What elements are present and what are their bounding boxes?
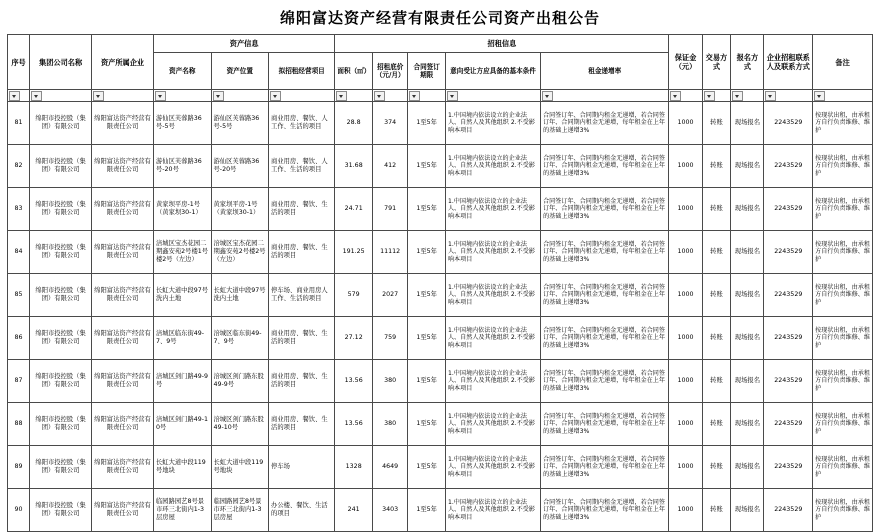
row-signup-method: 现场报名 — [731, 274, 764, 317]
row-base-price: 380 — [372, 403, 407, 446]
table-row — [8, 360, 873, 403]
filter-term[interactable] — [408, 90, 446, 102]
row-trade-method: 转账 — [702, 188, 731, 231]
table-row — [8, 231, 873, 274]
table-row — [8, 102, 873, 145]
row-group-company: 绵阳市投控股（集团）有限公司 — [30, 145, 92, 188]
header-rent-increase-rate: 租金递增率 — [541, 53, 669, 90]
filter-deposit[interactable] — [669, 90, 702, 102]
header-enterprise: 资产所属企业 — [92, 35, 154, 90]
row-asset-position: 黄家坝平房-1号（黄家坝30-1） — [211, 188, 269, 231]
chevron-down-icon[interactable] — [409, 91, 420, 101]
row-trade-method: 转账 — [702, 274, 731, 317]
row-business-project: 商业用房、餐饮、人工作、生活的项目 — [269, 102, 335, 145]
row-deposit: 1000 — [669, 489, 702, 532]
asset-rental-table — [7, 34, 873, 532]
row-area: 241 — [335, 489, 373, 532]
row-base-price: 380 — [372, 360, 407, 403]
row-rent-increase-rate: 合同签订年、合同期内租金无递增，若合同签订年、合同期内租金无递增，每年租金在上年的基础上递增3% — [541, 102, 669, 145]
row-area: 1328 — [335, 446, 373, 489]
chevron-down-icon[interactable] — [670, 91, 681, 101]
filter-asset-position[interactable] — [211, 90, 269, 102]
row-trade-method: 转账 — [702, 317, 731, 360]
row-remark: 按现状出租，由承租方自行负责维修、维护 — [813, 403, 873, 446]
row-base-price: 2027 — [372, 274, 407, 317]
row-signup-method: 现场报名 — [731, 446, 764, 489]
row-enterprise: 绵阳富达资产经营有限责任公司 — [92, 145, 154, 188]
row-trade-method: 转账 — [702, 489, 731, 532]
row-trade-method: 转账 — [702, 446, 731, 489]
row-business-project: 办公楼、餐饮、生活的项目 — [269, 489, 335, 532]
row-business-project: 停车场 — [269, 446, 335, 489]
row-signup-method: 现场报名 — [731, 145, 764, 188]
row-remark: 按现状出租，由承租方自行负责维修、维护 — [813, 489, 873, 532]
row-remark: 按现状出租，由承租方自行负责维修、维护 — [813, 360, 873, 403]
row-trade-method: 转账 — [702, 145, 731, 188]
row-trade-method: 转账 — [702, 360, 731, 403]
row-remark: 按现状出租，由承租方自行负责维修、维护 — [813, 188, 873, 231]
header-base-price: 招租底价（元/月） — [372, 53, 407, 90]
filter-rate[interactable] — [541, 90, 669, 102]
chevron-down-icon[interactable] — [732, 91, 743, 101]
row-rent-increase-rate: 合同签订年、合同期内租金无递增，若合同签订年、合同期内租金无递增，每年租金在上年的基础上递增3% — [541, 360, 669, 403]
row-asset-name: 涪城区临东街49-7、9号 — [153, 317, 211, 360]
row-asset-name: 涪城区宝杰花园二期鑫安苑2号楼1号楼2号（左边） — [153, 231, 211, 274]
filter-seq[interactable] — [8, 90, 30, 102]
row-basic-conditions: 1.中国境内依法设立的企业法人、自然人及其他组织 2.不受影响本项目 — [445, 360, 540, 403]
row-contact: 2243529 — [764, 403, 813, 446]
row-signup-method: 现场报名 — [731, 317, 764, 360]
header-asset-position: 资产位置 — [211, 53, 269, 90]
row-group-company: 绵阳市投控股（集团）有限公司 — [30, 188, 92, 231]
row-seq: 89 — [8, 446, 30, 489]
row-contract-term: 1至5年 — [408, 274, 446, 317]
row-base-price: 412 — [372, 145, 407, 188]
row-business-project: 停车场、商业用房人工作、生活的项目 — [269, 274, 335, 317]
chevron-down-icon[interactable] — [704, 91, 715, 101]
row-asset-name: 涪城区剑门路49-10号 — [153, 403, 211, 446]
row-contract-term: 1至5年 — [408, 446, 446, 489]
table-row — [8, 446, 873, 489]
row-enterprise: 绵阳富达资产经营有限责任公司 — [92, 102, 154, 145]
filter-signup[interactable] — [731, 90, 764, 102]
row-basic-conditions: 1.中国境内依法设立的企业法人、自然人及其他组织 2.不受影响本项目 — [445, 188, 540, 231]
row-asset-position: 临园路园艺8号景市环三北街内1-3层房屋 — [211, 489, 269, 532]
row-enterprise: 绵阳富达资产经营有限责任公司 — [92, 188, 154, 231]
chevron-down-icon[interactable] — [542, 91, 553, 101]
header-rental-info: 招租信息 — [335, 35, 669, 53]
filter-business[interactable] — [269, 90, 335, 102]
row-area: 13.56 — [335, 360, 373, 403]
chevron-down-icon[interactable] — [814, 91, 825, 101]
chevron-down-icon[interactable] — [155, 91, 166, 101]
row-rent-increase-rate: 合同签订年、合同期内租金无递增，若合同签订年、合同期内租金无递增，每年租金在上年的基础上递增3% — [541, 145, 669, 188]
row-basic-conditions: 1.中国境内依法设立的企业法人、自然人及其他组织 2.不受影响本项目 — [445, 403, 540, 446]
row-group-company: 绵阳市投控股（集团）有限公司 — [30, 102, 92, 145]
row-deposit: 1000 — [669, 360, 702, 403]
chevron-down-icon[interactable] — [9, 91, 20, 101]
row-asset-position: 游仙区芙蓉路36号-20号 — [211, 145, 269, 188]
chevron-down-icon[interactable] — [93, 91, 104, 101]
row-enterprise: 绵阳富达资产经营有限责任公司 — [92, 446, 154, 489]
row-enterprise: 绵阳富达资产经营有限责任公司 — [92, 403, 154, 446]
row-basic-conditions: 1.中国境内依法设立的企业法人、自然人及其他组织 2.不受影响本项目 — [445, 446, 540, 489]
chevron-down-icon[interactable] — [447, 91, 458, 101]
filter-basic[interactable] — [445, 90, 540, 102]
row-contact: 2243529 — [764, 231, 813, 274]
row-contact: 2243529 — [764, 188, 813, 231]
table-header — [8, 35, 873, 102]
row-asset-name: 长虹大道中段97号洗内土地 — [153, 274, 211, 317]
header-asset-info: 资产信息 — [153, 35, 334, 53]
row-asset-position: 涪城区宝杰花园二期鑫安苑2号楼2号（左边） — [211, 231, 269, 274]
row-base-price: 4649 — [372, 446, 407, 489]
row-area: 24.71 — [335, 188, 373, 231]
row-asset-position: 长虹大道中段119号地块 — [211, 446, 269, 489]
row-business-project: 商业用房、餐饮、生活的项目 — [269, 231, 335, 274]
row-rent-increase-rate: 合同签订年、合同期内租金无递增，若合同签订年、合同期内租金无递增，每年租金在上年的基础上递增3% — [541, 317, 669, 360]
row-trade-method: 转账 — [702, 403, 731, 446]
filter-price[interactable] — [372, 90, 407, 102]
row-basic-conditions: 1.中国境内依法设立的企业法人、自然人及其他组织 2.不受影响本项目 — [445, 145, 540, 188]
table-row — [8, 145, 873, 188]
row-asset-name: 游仙区芙蓉路36号-20号 — [153, 145, 211, 188]
row-rent-increase-rate: 合同签订年、合同期内租金无递增，若合同签订年、合同期内租金无递增，每年租金在上年的基础上递增3% — [541, 188, 669, 231]
header-remark: 备注 — [813, 35, 873, 90]
row-asset-name: 长虹大道中段119号地块 — [153, 446, 211, 489]
row-contract-term: 1至5年 — [408, 188, 446, 231]
row-seq: 86 — [8, 317, 30, 360]
header-deposit: 保证金（元） — [669, 35, 702, 90]
row-group-company: 绵阳市投控股（集团）有限公司 — [30, 446, 92, 489]
row-area: 579 — [335, 274, 373, 317]
row-contract-term: 1至5年 — [408, 102, 446, 145]
chevron-down-icon[interactable] — [374, 91, 385, 101]
row-remark: 按现状出租，由承租方自行负责维修、维护 — [813, 446, 873, 489]
row-deposit: 1000 — [669, 446, 702, 489]
row-contract-term: 1至5年 — [408, 360, 446, 403]
row-remark: 按现状出租，由承租方自行负责维修、维护 — [813, 274, 873, 317]
row-area: 27.12 — [335, 317, 373, 360]
row-group-company: 绵阳市投控股（集团）有限公司 — [30, 274, 92, 317]
chevron-down-icon[interactable] — [213, 91, 224, 101]
row-rent-increase-rate: 合同签订年、合同期内租金无递增，若合同签订年、合同期内租金无递增，每年租金在上年的基础上递增3% — [541, 231, 669, 274]
row-deposit: 1000 — [669, 188, 702, 231]
row-group-company: 绵阳市投控股（集团）有限公司 — [30, 231, 92, 274]
row-base-price: 759 — [372, 317, 407, 360]
row-contact: 2243529 — [764, 102, 813, 145]
row-contact: 2243529 — [764, 360, 813, 403]
filter-area[interactable] — [335, 90, 373, 102]
row-signup-method: 现场报名 — [731, 360, 764, 403]
row-base-price: 374 — [372, 102, 407, 145]
row-rent-increase-rate: 合同签订年、合同期内租金无递增，若合同签订年、合同期内租金无递增，每年租金在上年的基础上递增3% — [541, 446, 669, 489]
table-row — [8, 274, 873, 317]
header-group-row — [8, 35, 873, 53]
row-seq: 84 — [8, 231, 30, 274]
row-contact: 2243529 — [764, 446, 813, 489]
row-business-project: 商业用房、餐饮、生活的项目 — [269, 360, 335, 403]
table-row — [8, 317, 873, 360]
row-seq: 88 — [8, 403, 30, 446]
row-base-price: 11112 — [372, 231, 407, 274]
row-deposit: 1000 — [669, 102, 702, 145]
header-contact: 企业招租联系人及联系方式 — [764, 35, 813, 90]
row-rent-increase-rate: 合同签订年、合同期内租金无递增，若合同签订年、合同期内租金无递增，每年租金在上年的基础上递增3% — [541, 274, 669, 317]
header-group-company: 集团公司名称 — [30, 35, 92, 90]
filter-group[interactable] — [30, 90, 92, 102]
chevron-down-icon[interactable] — [765, 91, 776, 101]
row-enterprise: 绵阳富达资产经营有限责任公司 — [92, 489, 154, 532]
chevron-down-icon[interactable] — [270, 91, 281, 101]
row-asset-position: 涪城区临东街49-7、9号 — [211, 317, 269, 360]
filter-asset-name[interactable] — [153, 90, 211, 102]
row-asset-position: 游仙区芙蓉路36号-5号 — [211, 102, 269, 145]
row-deposit: 1000 — [669, 274, 702, 317]
row-contract-term: 1至5年 — [408, 231, 446, 274]
header-area: 面积（㎡） — [335, 53, 373, 90]
row-contract-term: 1至5年 — [408, 145, 446, 188]
chevron-down-icon[interactable] — [31, 91, 42, 101]
filter-remark[interactable] — [813, 90, 873, 102]
row-area: 191.25 — [335, 231, 373, 274]
row-group-company: 绵阳市投控股（集团）有限公司 — [30, 403, 92, 446]
row-area: 31.68 — [335, 145, 373, 188]
row-signup-method: 现场报名 — [731, 489, 764, 532]
row-enterprise: 绵阳富达资产经营有限责任公司 — [92, 317, 154, 360]
row-deposit: 1000 — [669, 317, 702, 360]
row-seq: 85 — [8, 274, 30, 317]
row-basic-conditions: 1.中国境内依法设立的企业法人、自然人及其他组织 2.不受影响本项目 — [445, 489, 540, 532]
row-basic-conditions: 1.中国境内依法设立的企业法人、自然人及其他组织 2.不受影响本项目 — [445, 274, 540, 317]
row-asset-name: 黄家坝平房-1号（黄家坝30-1） — [153, 188, 211, 231]
row-rent-increase-rate: 合同签订年、合同期内租金无递增，若合同签订年、合同期内租金无递增，每年租金在上年的基础上递增3% — [541, 489, 669, 532]
row-trade-method: 转账 — [702, 231, 731, 274]
row-signup-method: 现场报名 — [731, 188, 764, 231]
row-base-price: 3403 — [372, 489, 407, 532]
row-asset-position: 长虹大道中段97号洗内土地 — [211, 274, 269, 317]
row-signup-method: 现场报名 — [731, 102, 764, 145]
row-asset-position: 涪城区剑门路东股49-10号 — [211, 403, 269, 446]
row-enterprise: 绵阳富达资产经营有限责任公司 — [92, 360, 154, 403]
row-seq: 83 — [8, 188, 30, 231]
row-group-company: 绵阳市投控股（集团）有限公司 — [30, 317, 92, 360]
row-contract-term: 1至5年 — [408, 489, 446, 532]
table-row — [8, 403, 873, 446]
row-remark: 按现状出租，由承租方自行负责维修、维护 — [813, 317, 873, 360]
row-business-project: 商业用房、餐饮、生活的项目 — [269, 188, 335, 231]
row-remark: 按现状出租，由承租方自行负责维修、维护 — [813, 231, 873, 274]
filter-row[interactable] — [8, 90, 873, 102]
row-deposit: 1000 — [669, 145, 702, 188]
row-base-price: 791 — [372, 188, 407, 231]
row-area: 13.56 — [335, 403, 373, 446]
table-row — [8, 489, 873, 532]
row-asset-position: 涪城区剑门路东股49-9号 — [211, 360, 269, 403]
table-row — [8, 188, 873, 231]
page-title: 绵阳富达资产经营有限责任公司资产出租公告 — [279, 9, 600, 27]
row-rent-increase-rate: 合同签订年、合同期内租金无递增，若合同签订年、合同期内租金无递增，每年租金在上年的基础上递增3% — [541, 403, 669, 446]
row-deposit: 1000 — [669, 403, 702, 446]
row-remark: 按现状出租，由承租方自行负责维修、维护 — [813, 102, 873, 145]
row-deposit: 1000 — [669, 231, 702, 274]
row-contact: 2243529 — [764, 489, 813, 532]
row-basic-conditions: 1.中国境内依法设立的企业法人、自然人及其他组织 2.不受影响本项目 — [445, 231, 540, 274]
header-asset-name: 资产名称 — [153, 53, 211, 90]
header-business-project: 拟招租经营项目 — [269, 53, 335, 90]
row-asset-name: 游仙区芙蓉路36号-5号 — [153, 102, 211, 145]
row-trade-method: 转账 — [702, 102, 731, 145]
row-signup-method: 现场报名 — [731, 403, 764, 446]
row-contact: 2243529 — [764, 317, 813, 360]
filter-trade[interactable] — [702, 90, 731, 102]
row-business-project: 商业用房、餐饮、人工作、生活的项目 — [269, 145, 335, 188]
row-seq: 87 — [8, 360, 30, 403]
row-contact: 2243529 — [764, 145, 813, 188]
table-body — [8, 102, 873, 532]
row-remark: 按现状出租，由承租方自行负责维修、维护 — [813, 145, 873, 188]
row-basic-conditions: 1.中国境内依法设立的企业法人、自然人及其他组织 2.不受影响本项目 — [445, 317, 540, 360]
row-enterprise: 绵阳富达资产经营有限责任公司 — [92, 274, 154, 317]
row-contract-term: 1至5年 — [408, 403, 446, 446]
row-asset-name: 涪城区剑门路49-9号 — [153, 360, 211, 403]
row-seq: 90 — [8, 489, 30, 532]
row-signup-method: 现场报名 — [731, 231, 764, 274]
row-enterprise: 绵阳富达资产经营有限责任公司 — [92, 231, 154, 274]
row-business-project: 商业用房、餐饮、生活的项目 — [269, 403, 335, 446]
row-seq: 81 — [8, 102, 30, 145]
header-contract-term: 合同签订期限 — [408, 53, 446, 90]
row-area: 28.8 — [335, 102, 373, 145]
filter-contact[interactable] — [764, 90, 813, 102]
header-basic-conditions: 意向受让方应具备的基本条件 — [445, 53, 540, 90]
header-signup-method: 报名方式 — [731, 35, 764, 90]
row-contact: 2243529 — [764, 274, 813, 317]
row-seq: 82 — [8, 145, 30, 188]
chevron-down-icon[interactable] — [336, 91, 347, 101]
row-basic-conditions: 1.中国境内依法设立的企业法人、自然人及其他组织 2.不受影响本项目 — [445, 102, 540, 145]
row-contract-term: 1至5年 — [408, 317, 446, 360]
header-seq: 序号 — [8, 35, 30, 90]
row-business-project: 商业用房、餐饮、生活的项目 — [269, 317, 335, 360]
row-group-company: 绵阳市投控股（集团）有限公司 — [30, 489, 92, 532]
row-group-company: 绵阳市投控股（集团）有限公司 — [30, 360, 92, 403]
filter-enterprise[interactable] — [92, 90, 154, 102]
header-trade-method: 交易方式 — [702, 35, 731, 90]
row-asset-name: 临园路园艺8号景市环三北街内1-3层房屋 — [153, 489, 211, 532]
